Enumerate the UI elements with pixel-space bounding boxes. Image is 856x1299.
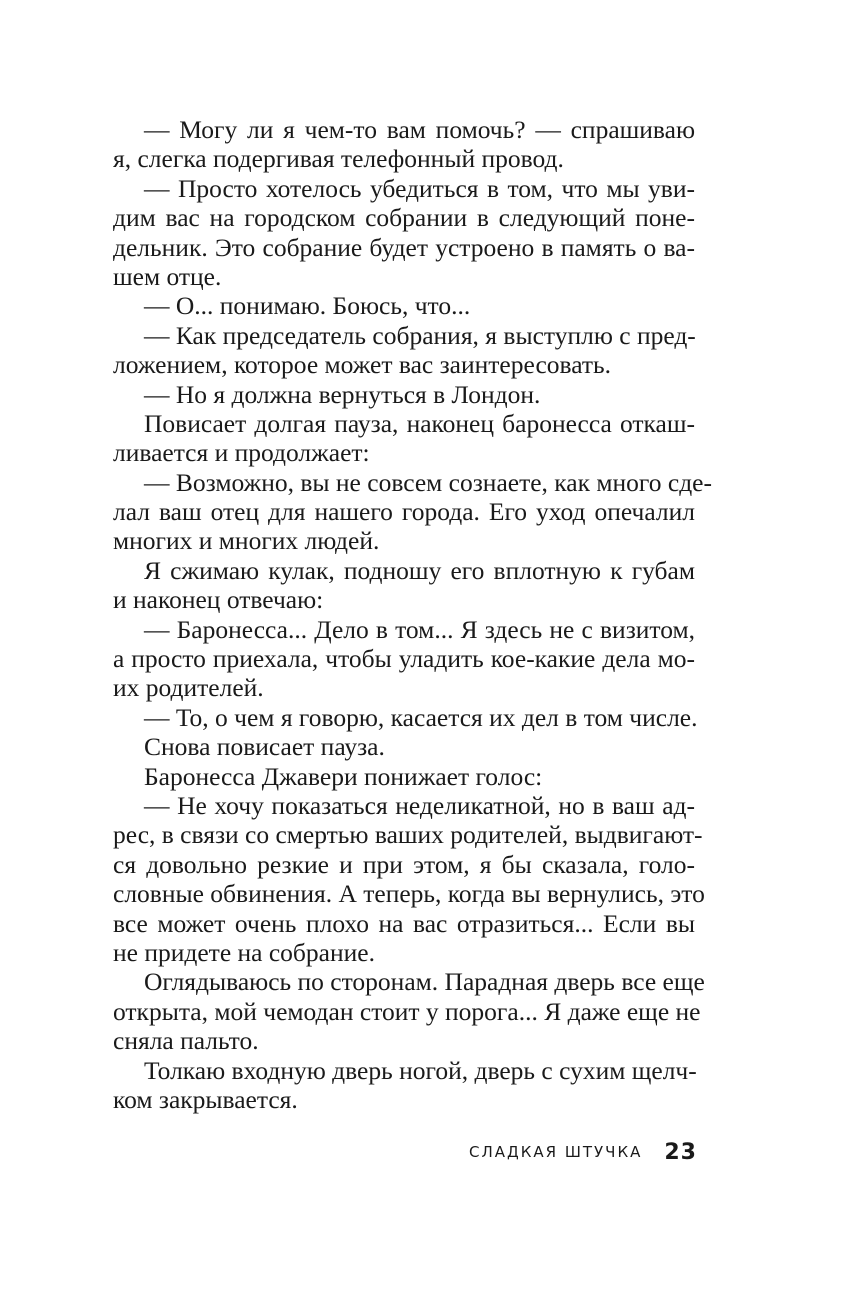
text-line: лал ваш отец для нашего города. Его уход опечалил (113, 497, 695, 527)
text-line: Снова повисает пауза. (144, 732, 385, 762)
running-title: СЛАДКАЯ ШТУЧКА (469, 1143, 643, 1161)
text-line: их родителей. (113, 673, 264, 703)
text-line: — Не хочу показаться неделикатной, но в ваш ад- (144, 790, 695, 820)
text-line: — Могу ли я чем-то вам помочь? — спрашиваю (144, 115, 695, 144)
text-line: Я сжимаю кулак, подношу его вплотную к губам (144, 555, 695, 585)
text-line: я, слегка подергивая телефонный провод. (113, 144, 564, 174)
text-line: словные обвинения. А теперь, когда вы вернулись, это (113, 879, 705, 909)
text-line: а просто приехала, чтобы уладить кое-какие дела мо- (113, 644, 695, 674)
text-line: шем отце. (113, 261, 222, 291)
text-line: Повисает долгая пауза, наконец баронесса откаш- (144, 408, 695, 438)
text-line: ливается и продолжает: (113, 438, 370, 468)
page-footer (420, 1139, 697, 1165)
text-line: ком закрывается. (113, 1084, 298, 1114)
text-line: — Но я должна вернуться в Лондон. (144, 379, 541, 409)
text-line: дим вас на городском собрании в следующий поне- (113, 203, 695, 233)
text-line: — Баронесса... Дело в том... Я здесь не с визитом, (144, 614, 695, 644)
text-line: все может очень плохо на вас отразиться... Если вы (113, 908, 695, 938)
text-line: и наконец отвечаю: (113, 585, 324, 615)
text-line: рес, в связи со смертью ваших родителей, выдвигают- (113, 820, 703, 850)
text-line: ложением, которое может вас заинтересовать. (113, 350, 612, 380)
text-line: не придете на собрание. (113, 937, 375, 967)
book-page-body (113, 115, 712, 1114)
text-line: Толкаю входную дверь ногой, дверь с сухим щелч- (144, 1055, 697, 1085)
text-line: — О... понимаю. Боюсь, что... (144, 291, 471, 321)
text-line: — Просто хотелось убедиться в том, что мы уви- (144, 173, 695, 203)
text-line: дельник. Это собрание будет устроено в память о ва- (113, 232, 695, 262)
page-number: 23 (664, 1139, 697, 1165)
text-line: — То, о чем я говорю, касается их дел в том числе. (144, 702, 698, 732)
text-line: ся довольно резкие и при этом, я бы сказала, голо- (113, 849, 695, 879)
text-line: Баронесса Джавери понижает голос: (144, 761, 543, 791)
text-line: — Возможно, вы не совсем сознаете, как много сде- (144, 467, 712, 497)
text-line: сняла пальто. (113, 1026, 259, 1056)
text-line: — Как председатель собрания, я выступлю с пред- (144, 320, 696, 350)
text-line: многих и многих людей. (113, 526, 380, 556)
text-line: открыта, мой чемодан стоит у порога... Я даже еще не (113, 996, 701, 1026)
text-line: Оглядываюсь по сторонам. Парадная дверь все еще (144, 967, 705, 997)
